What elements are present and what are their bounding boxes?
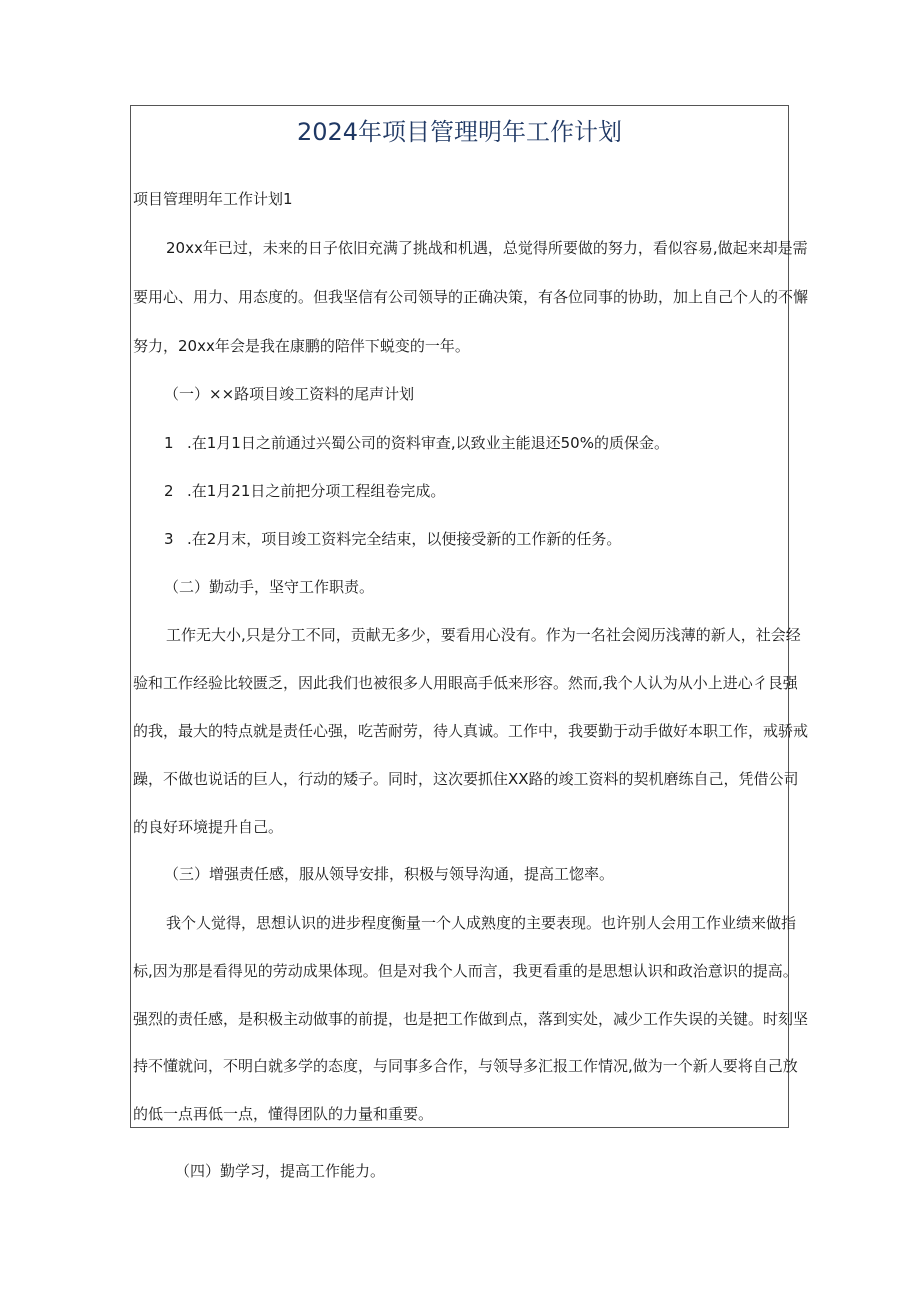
list-item-number: 3	[164, 530, 174, 548]
section3-line-1: 我个人觉得，思想认识的进步程度衡量一个人成熟度的主要表现。也许别人会用工作业绩来做指	[166, 914, 797, 932]
intro-line-1: 20xx年已过，未来的日子依旧充满了挑战和机遇，总觉得所要做的努力，看似容易,做起来却是需	[166, 239, 808, 257]
section3-heading: （三）增强责任感，服从领导安排，积极与领导沟通，提高工惚率。	[164, 865, 615, 883]
intro-line-3: 努力，20xx年会是我在康鹏的陪伴下蜕变的一年。	[133, 337, 470, 355]
section2-line-3: 的我，最大的特点就是责任心强，吃苦耐劳，待人真诚。工作中，我要勤于动手做好本职工作，戒骄戒	[133, 722, 809, 740]
section2-heading: （二）勤动手，坚守工作职责。	[164, 578, 375, 596]
list-item-text: .在1月21日之前把分项工程组卷完成。	[187, 482, 446, 500]
section3-line-2: 标,因为那是看得见的劳动成果体现。但是对我个人而言，我更看重的是思想认识和政治意识的提高。	[133, 962, 798, 980]
subtitle: 项目管理明年工作计划1	[133, 190, 293, 208]
section2-line-4: 躁，不做也说话的巨人，行动的矮子。同时，这次要抓住XX路的竣工资料的契机磨练自己，凭借公司	[133, 770, 799, 788]
list-item-number: 2	[164, 482, 174, 500]
section3-line-5: 的低一点再低一点，懂得团队的力量和重要。	[133, 1105, 434, 1123]
section2-line-1: 工作无大小,只是分工不同，贡献无多少，要看用心没有。作为一名社会阅历浅薄的新人，社会经	[166, 626, 801, 644]
section2-line-5: 的良好环境提升自己。	[133, 818, 284, 836]
section1-heading: （一）××路项目竣工资料的尾声计划	[164, 385, 415, 403]
document-title: 2024年项目管理明年工作计划	[296, 118, 623, 146]
section3-line-3: 强烈的责任感，是积极主动做事的前提，也是把工作做到点，落到实处，减少工作失误的关键。时刻坚	[133, 1010, 809, 1028]
list-item-text: .在1月1日之前通过兴蜀公司的资料审查,以致业主能退还50%的质保金。	[187, 434, 669, 452]
list-item-text: .在2月末，项目竣工资料完全结束，以便接受新的工作新的任务。	[187, 530, 622, 548]
section4-heading: （四）勤学习，提高工作能力。	[175, 1162, 386, 1180]
section2-line-2: 验和工作经验比较匮乏，因此我们也被很多人用眼高手低来形容。然而,我个人认为从小上进心彳艮强	[133, 674, 798, 692]
intro-line-2: 要用心、用力、用态度的。但我坚信有公司领导的正确决策，有各位同事的协助，加上自己个人的不懈	[133, 288, 809, 306]
section3-line-4: 持不懂就问，不明白就多学的态度，与同事多合作，与领导多汇报工作情况,做为一个新人要将自己放	[133, 1057, 798, 1075]
list-item-number: 1	[164, 434, 174, 452]
